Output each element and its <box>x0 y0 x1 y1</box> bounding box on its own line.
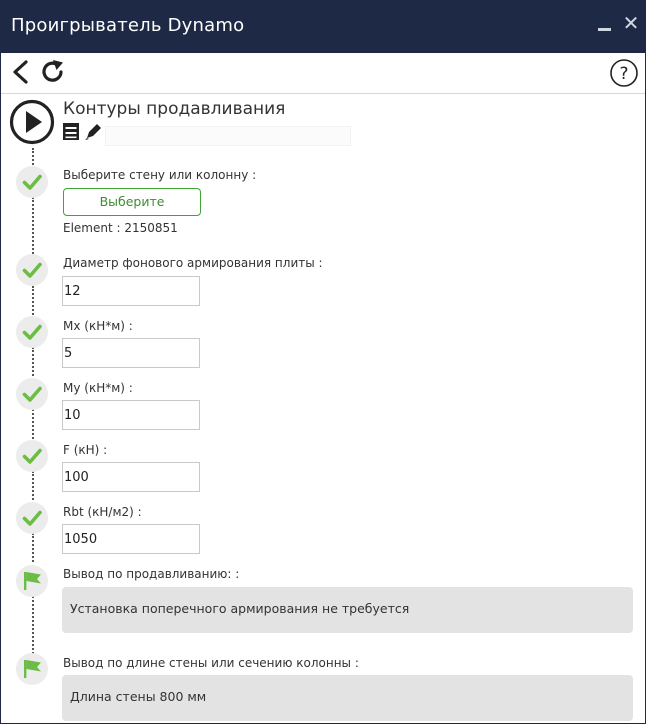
toolbar <box>1 53 645 94</box>
check-icon <box>15 315 49 349</box>
connector-line <box>32 533 34 562</box>
rebar-diameter-input[interactable]: 12 <box>62 276 200 306</box>
edit-pencil-icon[interactable] <box>85 124 101 140</box>
list-icon[interactable] <box>63 123 79 140</box>
script-actions <box>63 122 103 142</box>
length-output-value: Длина стены 800 мм <box>62 675 633 721</box>
close-button[interactable]: ✕ <box>622 11 640 35</box>
connector-line <box>32 148 34 165</box>
select-element-label: Выберите стену или колонну : <box>63 168 257 182</box>
title-bar <box>1 1 645 53</box>
connector-line <box>32 471 34 500</box>
length-output-label: Вывод по длине стены или сечению колонны : <box>63 656 359 670</box>
connector-line <box>32 409 34 439</box>
check-icon <box>15 377 49 411</box>
minimize-button[interactable] <box>598 28 611 31</box>
punching-output-label: Вывод по продавливанию: : <box>63 567 240 581</box>
run-script-icon[interactable] <box>9 99 55 145</box>
check-icon <box>15 439 49 473</box>
rbt-input[interactable]: 1050 <box>62 524 200 554</box>
check-icon <box>15 501 49 535</box>
help-icon[interactable] <box>609 58 639 88</box>
f-input[interactable]: 100 <box>62 462 200 492</box>
script-title: Контуры продавливания <box>63 99 286 119</box>
refresh-icon[interactable] <box>39 58 67 86</box>
rbt-label: Rbt (кН/м2) : <box>63 505 142 519</box>
connector-line <box>32 596 34 658</box>
f-label: F (кН) : <box>63 443 108 457</box>
my-label: My (кН*м) : <box>63 381 133 395</box>
connector-line <box>32 347 34 376</box>
mx-label: Mx (кН*м) : <box>63 319 133 333</box>
flag-icon <box>15 564 49 598</box>
connector-line <box>32 286 34 315</box>
description-area <box>105 126 351 146</box>
punching-output-value: Установка поперечного армирования не требуется <box>62 587 633 633</box>
connector-line <box>32 197 34 254</box>
rebar-diameter-label: Диаметр фонового армирования плиты : <box>63 256 323 270</box>
check-icon <box>15 165 49 199</box>
back-arrow-icon[interactable] <box>9 59 33 85</box>
flag-icon <box>15 652 49 686</box>
selected-element-id: Element : 2150851 <box>63 221 178 235</box>
svg-text:?: ? <box>619 64 629 84</box>
player-content <box>1 94 645 724</box>
my-input[interactable]: 10 <box>62 400 200 430</box>
select-element-button[interactable]: Выберите <box>63 188 201 216</box>
check-icon <box>15 253 49 287</box>
mx-input[interactable]: 5 <box>62 338 200 368</box>
window-title: Проигрыватель Dynamo <box>11 15 245 36</box>
